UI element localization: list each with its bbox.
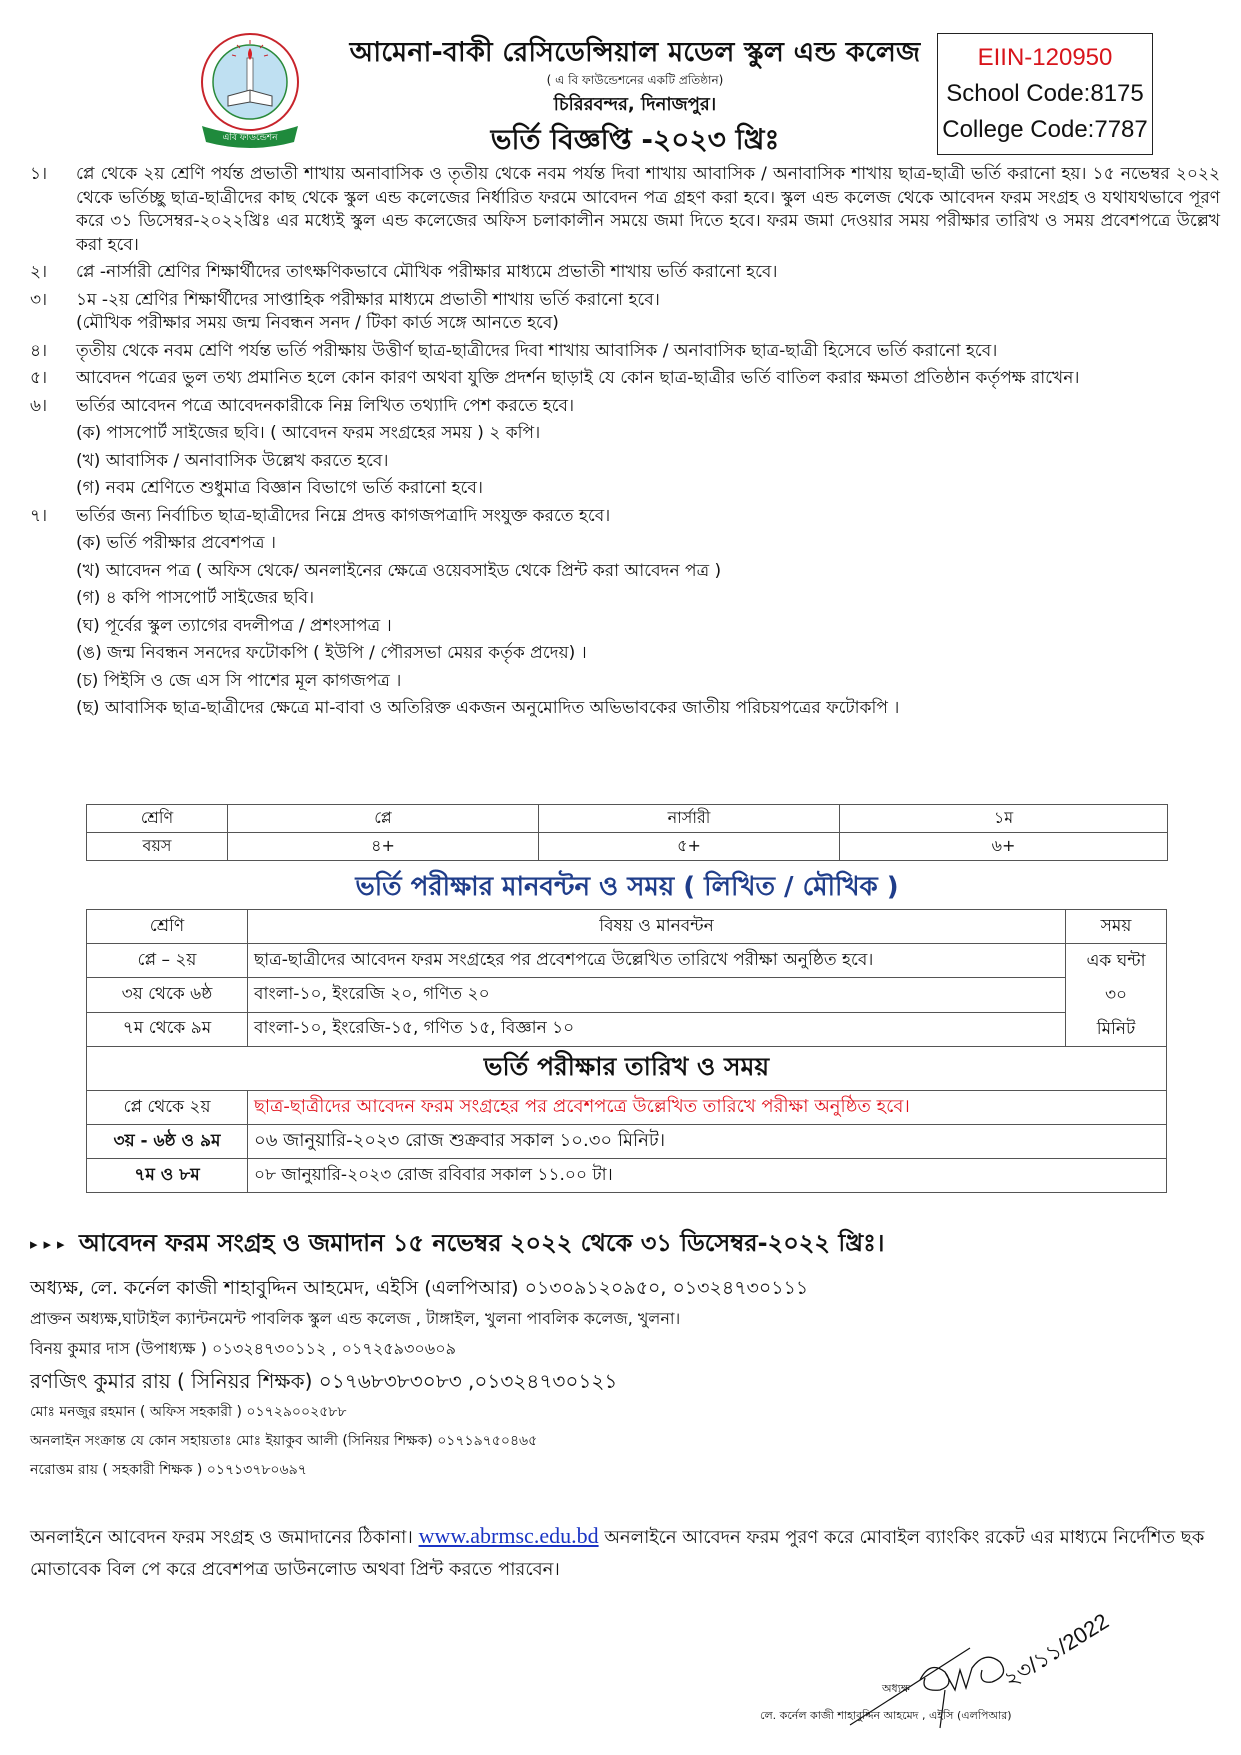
table-cell: ৪+ xyxy=(228,833,539,861)
duration-line: মিনিট xyxy=(1096,1019,1136,1039)
item-text: প্লে -নার্সারী শ্রেণির শিক্ষার্থীদের তাৎক্ষণিকভাবে মৌখিক পরীক্ষার মাধ্যমে প্রভাতী শাখায় ভর্তি করানো হবে। xyxy=(76,262,778,282)
sub-item: (চ) পিইসি ও জে এস সি পাশের মূল কাগজপত্র । xyxy=(76,670,402,691)
table-row xyxy=(87,978,1167,1012)
sub-item: (ঘ) পূর্বের স্কুল ত্যাগের বদলীপত্র / প্রশংসাপত্র । xyxy=(76,615,392,636)
item-number: ১। xyxy=(30,164,48,184)
item-number: ৫। xyxy=(30,368,48,388)
contact-line: বিনয় কুমার দাস (উপাধ্যক্ষ ) ০১৩২৪৭৩০১১২ , ০১৭২৫৯৩০৬০৯ xyxy=(30,1339,457,1358)
list-item xyxy=(30,261,1220,285)
school-name: আমেনা-বাকী রেসিডেন্সিয়াল মডেল স্কুল এন্ড কলেজ xyxy=(349,37,921,68)
item-text: ১ম -২য় শ্রেণির শিক্ষার্থীদের সাপ্তাহিক পরীক্ষার মাধ্যমে প্রভাতী শাখায় ভর্তি করানো হবে। xyxy=(76,289,660,310)
admission-instructions xyxy=(30,163,1220,725)
item-text: প্লে থেকে ২য় শ্রেণি পর্যন্ত প্রভাতী শাখায় অনাবাসিক ও তৃতীয় থেকে নবম পর্যন্ত দিবা শাখায় আবাসিক / অনাবাসিক শাখায় ছাত্র-ছাত্রী ভর্তি করানো হয়। ১৫ নভেম্বর ২০২২ থেকে ভর্তিচ্ছু ছাত্র-ছাত্রীদের কাছ থেকে স্কুল এন্ড কলেজের নির্ধারিত ফরমে আবেদন পত্র গ্রহণ করা হবে। স্কুল এন্ড কলেজ থেকে আবেদন ফরম সংগ্রহ ও যথাযথভাবে পূরণ করে ৩১ ডিসেম্বর-২০২২খ্রিঃ এর মধ্যেই স্কুল এন্ড কলেজের অফিস চলাকালীন সময়ে জমা দিতে হবে। ফরম জমা দেওয়ার সময় পরীক্ষার তারিখ ও সময় প্রবেশপত্রে উল্লেখ করা হবে। xyxy=(76,164,1220,255)
table-cell: বয়স xyxy=(87,833,228,861)
item-number: ৩। xyxy=(30,289,48,310)
sub-item: (ছ) আবাসিক ছাত্র-ছাত্রীদের ক্ষেত্রে মা-বাবা ও অতিরিক্ত একজন অনুমোদিত অভিভাবকের জাতীয় পরিচয়পত্রের ফটোকপি । xyxy=(76,698,900,718)
sub-item: (গ) নবম শ্রেণিতে শুধুমাত্র বিজ্ঞান বিভাগে ভর্তি করানো হবে। xyxy=(76,478,483,498)
item-text: ভর্তির আবেদন পত্রে আবেদনকারীকে নিম্ন লিখিত তথ্যাদি পেশ করতে হবে। xyxy=(76,395,575,416)
school-code: School Code:8175 xyxy=(946,80,1144,107)
sub-item: (খ) আবেদন পত্র ( অফিস থেকে/ অনলাইনের ক্ষেত্রে ওয়েবসাইড থেকে প্রিন্ট করা আবেদন পত্র ) xyxy=(76,560,722,581)
item-text: আবেদন পত্রের ভুল তথ্য প্রমানিত হলে কোন কারণ অথবা যুক্তি প্রদর্শন ছাড়াই যে কোন ছাত্র-ছাত্রীর ভর্তি বাতিল করার ক্ষমতা প্রতিষ্ঠান কর্তৃপক্ষ রাখেন। xyxy=(76,368,1080,388)
list-item xyxy=(30,395,1220,419)
item-number: ৪। xyxy=(30,340,48,361)
table-cell: ৭ম ও ৮ম xyxy=(87,1159,248,1193)
notice-title: ভর্তি বিজ্ঞপ্তি -২০২৩ খ্রিঃ xyxy=(490,123,780,156)
contact-line: অনলাইন সংক্রান্ত যে কোন সহায়তাঃ মোঃ ইয়াকুব আলী (সিনিয়র শিক্ষক) ০১৭১৯৭৫০৪৬৫ xyxy=(30,1433,538,1449)
table-cell: শ্রেণি xyxy=(87,805,228,833)
college-code: College Code:7787 xyxy=(942,116,1148,143)
table-cell: ০৮ জানুয়ারি-২০২৩ রোজ রবিবার সকাল ১১.০০ টা। xyxy=(248,1159,1167,1193)
table-row xyxy=(87,1091,1167,1125)
sub-item: (ক) ভর্তি পরীক্ষার প্রবেশপত্র । xyxy=(76,533,277,553)
sub-item: (খ) আবাসিক / অনাবাসিক উল্লেখ করতে হবে। xyxy=(76,450,389,471)
table-row xyxy=(87,1159,1167,1193)
table-cell: ৩য় থেকে ৬ষ্ঠ xyxy=(87,978,248,1012)
logo-emblem-icon xyxy=(188,30,312,154)
deadline-line xyxy=(30,1225,1230,1265)
contact-line: নরোত্তম রায় ( সহকারী শিক্ষক ) ০১৭১৩৭৮০৬৯৭ xyxy=(30,1462,307,1478)
item-note: (মৌখিক পরীক্ষার সময় জন্ম নিবন্ধন সনদ / টিকা কার্ড সঙ্গে আনতে হবে) xyxy=(76,313,559,333)
svg-text:এবি ফাউন্ডেশন: এবি ফাউন্ডেশন xyxy=(222,133,278,143)
table-row xyxy=(87,1047,1167,1091)
column-header: শ্রেণি xyxy=(87,910,248,944)
list-item xyxy=(30,163,1220,257)
table-row xyxy=(87,833,1168,861)
table-cell: ৫+ xyxy=(539,833,840,861)
duration-line: ৩০ xyxy=(1104,985,1128,1005)
eiin-code: EIIN-120950 xyxy=(977,44,1113,71)
website-link[interactable]: www.abrmsc.edu.bd xyxy=(418,1523,599,1548)
sub-item: (ক) পাসপোর্ট সাইজের ছবি। ( আবেদন ফরম সংগ্রহের সময় ) ২ কপি। xyxy=(76,423,541,443)
school-logo xyxy=(188,30,312,154)
institution-codes-box xyxy=(937,33,1153,155)
item-number: ৭। xyxy=(30,505,48,526)
duration-cell xyxy=(1066,944,1167,1047)
table-cell: বাংলা-১০, ইংরেজি ২০, গণিত ২০ xyxy=(248,978,1066,1012)
contacts-list xyxy=(30,1273,1230,1485)
exam-marks-heading: ভর্তি পরীক্ষার মানবন্টন ও সময় ( লিখিত / মৌখিক ) xyxy=(355,872,899,902)
online-text-after: অনলাইনে আবেদন ফরম পুরণ করে মোবাইল ব্যাংকিং রকেট এর মাধ্যমে নির্দেশিত ছক মোতাবেক বিল পে করে প্রবেশপত্র ডাউনলোড অথবা প্রিন্ট করতে পারবেন। xyxy=(30,1527,1205,1580)
arrow-bullet-icon: ▸▸▸ xyxy=(30,1235,71,1253)
signature-designation: অধ্যক্ষ xyxy=(882,1682,910,1695)
contact-line: প্রাক্তন অধ্যক্ষ,ঘাটাইল ক্যান্টনমেন্ট পাবলিক স্কুল এন্ড কলেজ , টাঙ্গাইল, খুলনা পাবলিক কলেজ, খুলনা। xyxy=(30,1309,681,1328)
table-row xyxy=(87,1012,1167,1046)
table-cell: ৭ম থেকে ৯ম xyxy=(87,1012,248,1046)
column-header: সময় xyxy=(1066,910,1167,944)
deadline-label: আবেদন ফরম সংগ্রহ ও জমাদান xyxy=(78,1229,385,1257)
deadline-dates: ১৫ নভেম্বর ২০২২ থেকে ৩১ ডিসেম্বর-২০২২ খ্রিঃ। xyxy=(392,1229,885,1257)
item-number: ৬। xyxy=(30,395,48,416)
item-number: ২। xyxy=(30,262,48,282)
table-row xyxy=(87,1125,1167,1159)
item-text: তৃতীয় থেকে নবম শ্রেণি পর্যন্ত ভর্তি পরীক্ষায় উত্তীর্ণ ছাত্র-ছাত্রীদের দিবা শাখায় আবাসিক / অনাবাসিক ছাত্র-ছাত্রী হিসেবে ভর্তি করানো হবে। xyxy=(76,340,998,361)
svg-text:২৩/১১/2022: ২৩/১১/2022 xyxy=(999,1610,1113,1693)
list-item xyxy=(30,505,1220,529)
table-cell: ০৬ জানুয়ারি-২০২৩ রোজ শুক্রবার সকাল ১০.৩০ মিনিট। xyxy=(248,1125,1167,1159)
list-item xyxy=(30,289,1220,313)
table-cell: বাংলা-১০, ইংরেজি-১৫, গণিত ১৫, বিজ্ঞান ১০ xyxy=(248,1012,1066,1046)
online-info xyxy=(30,1520,1220,1586)
list-item xyxy=(30,340,1220,364)
table-cell: প্লে xyxy=(228,805,539,833)
list-item xyxy=(30,367,1220,391)
table-cell: নার্সারী xyxy=(539,805,840,833)
table-cell: প্লে – ২য় xyxy=(87,944,248,978)
table-cell: ৩য় - ৬ষ্ঠ ও ৯ম xyxy=(87,1125,248,1159)
table-cell: প্লে থেকে ২য় xyxy=(87,1091,248,1125)
table-cell: ৬+ xyxy=(840,833,1168,861)
contact-line: অধ্যক্ষ, লে. কর্নেল কাজী শাহাবুদ্দিন আহমেদ, এইসি (এলপিআর) ০১৩০৯১২০৯৫০, ০১৩২৪৭৩০১১১ xyxy=(30,1277,809,1299)
table-cell: ১ম xyxy=(840,805,1168,833)
foundation-note: ( এ বি ফাউন্ডেশনের একটি প্রতিষ্ঠান) xyxy=(546,73,724,87)
table-header-row xyxy=(87,910,1167,944)
sub-item: (গ) ৪ কপি পাসপোর্ট সাইজের ছবি। xyxy=(76,588,315,608)
exam-table xyxy=(86,909,1167,1193)
contact-line: মোঃ মনজুর রহমান ( অফিস সহকারী ) ০১৭২৯০০২৫৮৮ xyxy=(30,1404,347,1420)
column-header: বিষয় ও মানবন্টন xyxy=(248,910,1066,944)
table-row xyxy=(87,805,1168,833)
sub-item: (ঙ) জন্ম নিবন্ধন সনদের ফটোকপি ( ইউপি / পৌরসভা মেয়র কর্তৃক প্রদেয়) । xyxy=(76,643,587,663)
contact-line: রণজিৎ কুমার রায় ( সিনিয়র শিক্ষক) ০১৭৬৮৩৮৩০৮৩ ,০১৩২৪৭৩০১২১ xyxy=(30,1369,618,1393)
table-cell: ছাত্র-ছাত্রীদের আবেদন ফরম সংগ্রহের পর প্রবেশপত্রে উল্লেখিত তারিখে পরীক্ষা অনুষ্ঠিত হবে। xyxy=(248,1091,1167,1125)
item-text: ভর্তির জন্য নির্বাচিত ছাত্র-ছাত্রীদের নিম্নে প্রদত্ত কাগজপত্রাদি সংযুক্ত করতে হবে। xyxy=(76,505,611,526)
school-location: চিরিরবন্দর, দিনাজপুর। xyxy=(553,94,717,115)
table-cell: ছাত্র-ছাত্রীদের আবেদন ফরম সংগ্রহের পর প্রবেশপত্রে উল্লেখিত তারিখে পরীক্ষা অনুষ্ঠিত হবে। xyxy=(248,944,1066,978)
table-row xyxy=(87,944,1167,978)
online-text-before: অনলাইনে আবেদন ফরম সংগ্রহ ও জমাদানের ঠিকানা। xyxy=(30,1527,413,1548)
exam-dates-title: ভর্তি পরীক্ষার তারিখ ও সময় xyxy=(87,1047,1167,1091)
age-table xyxy=(86,804,1168,861)
duration-line: এক ঘন্টা xyxy=(1086,951,1146,971)
signature-name: লে. কর্নেল কাজী শাহাবুদ্দিন আহমেদ , এইসি (এলপিআর) xyxy=(760,1709,1012,1722)
